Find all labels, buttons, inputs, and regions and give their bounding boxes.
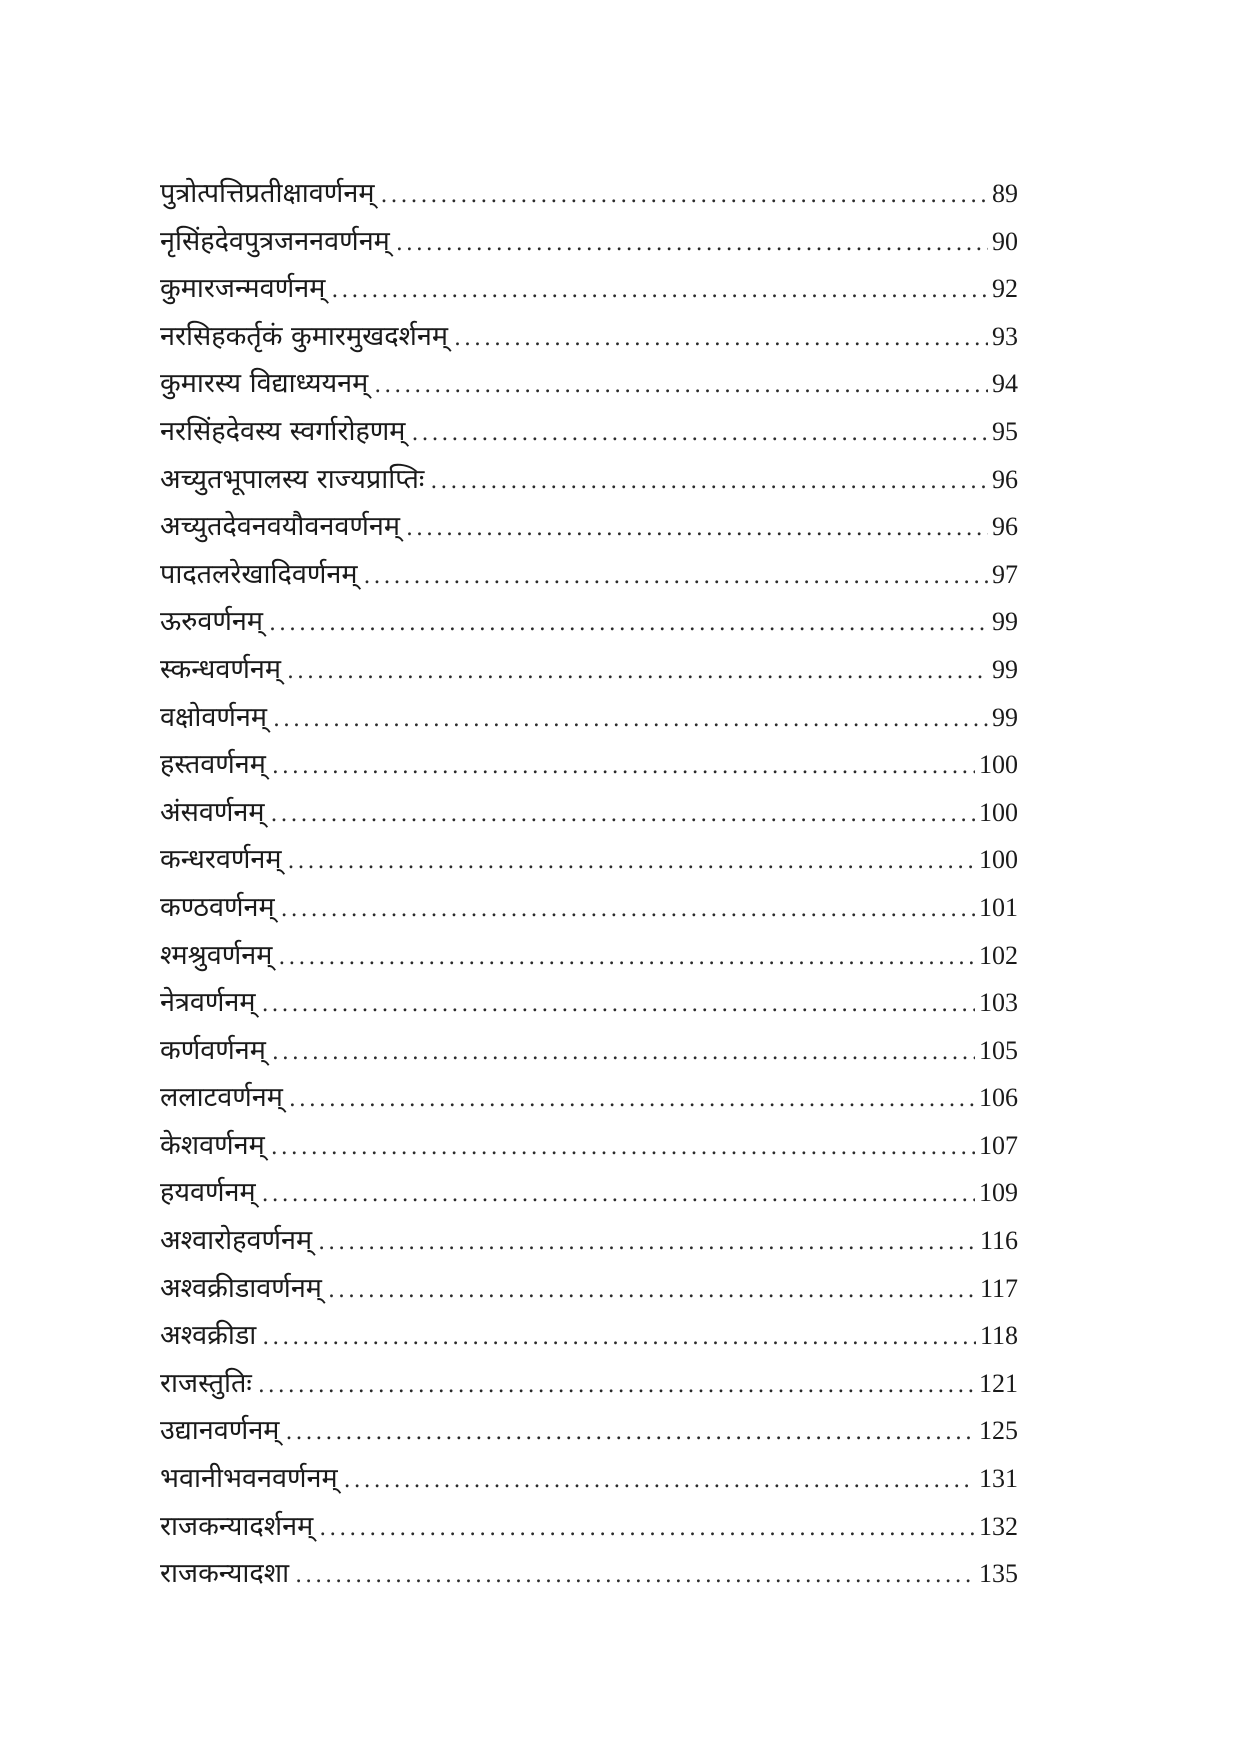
toc-entry xyxy=(160,741,1018,789)
toc-entry-page: 92 xyxy=(992,274,1018,304)
toc-entry-page: 96 xyxy=(992,512,1018,542)
dot-leader xyxy=(380,172,988,220)
toc-entry-title: भवानीभवनवर्णनम् xyxy=(160,1463,338,1495)
toc-entry-title: नरसिहकर्तृकं कुमारमुखदर्शनम् xyxy=(160,320,449,352)
table-of-contents xyxy=(160,170,1018,1598)
toc-entry xyxy=(160,313,1018,361)
toc-entry xyxy=(160,170,1018,218)
dot-leader xyxy=(262,981,975,1029)
toc-entry-title: राजकन्यादशा xyxy=(160,1558,290,1590)
dot-leader xyxy=(363,553,988,601)
toc-entry-page: 95 xyxy=(992,416,1018,446)
toc-entry-title: कुमारस्य विद्याध्ययनम् xyxy=(160,368,369,400)
dot-leader xyxy=(328,1267,976,1315)
toc-entry-title: ललाटवर्णनम् xyxy=(160,1082,283,1114)
toc-entry-title: हस्तवर्णनम् xyxy=(160,749,266,781)
toc-entry xyxy=(160,1360,1018,1408)
dot-leader xyxy=(331,267,988,315)
toc-entry-page: 93 xyxy=(992,321,1018,351)
toc-entry-title: नेत्रवर्णनम् xyxy=(160,987,256,1019)
toc-entry xyxy=(160,1122,1018,1170)
toc-entry-title: हयवर्णनम् xyxy=(160,1177,256,1209)
toc-entry-page: 109 xyxy=(979,1178,1018,1208)
toc-entry-title: अश्वक्रीडावर्णनम् xyxy=(160,1272,322,1304)
dot-leader xyxy=(295,1552,975,1600)
toc-entry xyxy=(160,1312,1018,1360)
dot-leader xyxy=(454,315,988,363)
toc-entry-page: 97 xyxy=(992,559,1018,589)
dot-leader xyxy=(281,886,975,934)
toc-entry-title: अच्युतभूपालस्य राज्यप्राप्तिः xyxy=(160,463,425,495)
toc-entry-page: 94 xyxy=(992,369,1018,399)
dot-leader xyxy=(430,458,988,506)
toc-entry xyxy=(160,979,1018,1027)
toc-entry-page: 100 xyxy=(979,845,1018,875)
toc-entry xyxy=(160,265,1018,313)
dot-leader xyxy=(289,1076,975,1124)
toc-entry xyxy=(160,646,1018,694)
toc-entry-page: 103 xyxy=(979,988,1018,1018)
toc-entry-page: 105 xyxy=(979,1035,1018,1065)
dot-leader xyxy=(272,743,975,791)
toc-entry xyxy=(160,551,1018,599)
toc-entry-page: 107 xyxy=(979,1130,1018,1160)
toc-entry xyxy=(160,1265,1018,1313)
toc-entry-title: स्कन्धवर्णनम् xyxy=(160,653,281,685)
toc-entry-page: 100 xyxy=(979,750,1018,780)
toc-entry xyxy=(160,789,1018,837)
dot-leader xyxy=(288,838,975,886)
toc-entry-page: 89 xyxy=(992,179,1018,208)
toc-entry xyxy=(160,1074,1018,1122)
toc-entry xyxy=(160,1217,1018,1265)
toc-entry xyxy=(160,1455,1018,1503)
dot-leader xyxy=(271,1124,975,1172)
toc-entry xyxy=(160,456,1018,504)
toc-entry-title: नृसिंहदेवपुत्रजननवर्णनम् xyxy=(160,225,390,257)
toc-entry-title: नरसिंहदेवस्य स्वर्गारोहणम् xyxy=(160,415,406,447)
toc-entry-title: अच्युतदेवनवयौवनवर्णनम् xyxy=(160,511,401,543)
dot-leader xyxy=(271,791,975,839)
toc-entry-page: 116 xyxy=(979,1226,1018,1256)
toc-entry xyxy=(160,932,1018,980)
dot-leader xyxy=(406,505,988,553)
toc-entry-page: 96 xyxy=(992,464,1018,494)
toc-entry xyxy=(160,694,1018,742)
toc-entry xyxy=(160,1550,1018,1598)
dot-leader xyxy=(285,1409,975,1457)
toc-entry-page: 99 xyxy=(992,607,1018,637)
dot-leader xyxy=(318,1219,976,1267)
toc-entry xyxy=(160,1503,1018,1551)
toc-entry-title: वक्षोवर्णनम् xyxy=(160,701,268,733)
dot-leader xyxy=(273,696,988,744)
toc-entry-page: 125 xyxy=(979,1416,1018,1446)
toc-entry-title: कर्णवर्णनम् xyxy=(160,1034,266,1066)
toc-entry-title: अश्वक्रीडा xyxy=(160,1320,257,1352)
toc-entry xyxy=(160,598,1018,646)
dot-leader xyxy=(344,1457,975,1505)
toc-entry-title: अश्वारोहवर्णनम् xyxy=(160,1225,313,1257)
toc-entry-title: राजस्तुतिः xyxy=(160,1367,252,1399)
toc-entry-title: पादतलरेखादिवर्णनम् xyxy=(160,558,358,590)
toc-entry-page: 121 xyxy=(979,1368,1018,1398)
toc-entry-page: 100 xyxy=(979,797,1018,827)
dot-leader xyxy=(262,1171,975,1219)
toc-entry-page: 102 xyxy=(979,940,1018,970)
toc-entry xyxy=(160,503,1018,551)
toc-entry xyxy=(160,408,1018,456)
toc-entry-page: 117 xyxy=(979,1273,1018,1303)
toc-entry-page: 135 xyxy=(979,1559,1018,1589)
dot-leader xyxy=(269,600,988,648)
toc-entry-title: पुत्रोत्पत्तिप्रतीक्षावर्णनम् xyxy=(160,178,375,209)
toc-entry-page: 132 xyxy=(979,1511,1018,1541)
toc-entry xyxy=(160,1169,1018,1217)
toc-entry xyxy=(160,1407,1018,1455)
toc-entry-page: 99 xyxy=(992,654,1018,684)
toc-entry-page: 101 xyxy=(979,892,1018,922)
toc-entry xyxy=(160,360,1018,408)
toc-entry-page: 131 xyxy=(979,1464,1018,1494)
dot-leader xyxy=(258,1362,975,1410)
toc-entry-title: कन्धरवर्णनम् xyxy=(160,844,282,876)
dot-leader xyxy=(319,1505,975,1553)
toc-entry-title: राजकन्यादर्शनम् xyxy=(160,1510,314,1542)
toc-entry-title: श्मश्रुवर्णनम् xyxy=(160,939,273,971)
toc-entry xyxy=(160,1027,1018,1075)
dot-leader xyxy=(278,934,975,982)
toc-entry-page: 118 xyxy=(979,1321,1018,1351)
dot-leader xyxy=(262,1314,976,1362)
toc-entry-title: अंसवर्णनम् xyxy=(160,796,265,828)
toc-entry-page: 99 xyxy=(992,702,1018,732)
toc-entry-title: कुमारजन्मवर्णनम् xyxy=(160,273,326,305)
toc-entry-title: ऊरुवर्णनम् xyxy=(160,606,264,638)
toc-entry xyxy=(160,836,1018,884)
toc-entry-page: 106 xyxy=(979,1083,1018,1113)
dot-leader xyxy=(374,362,988,410)
dot-leader xyxy=(411,410,988,458)
toc-entry-page: 90 xyxy=(992,226,1018,256)
toc-entry-title: केशवर्णनम् xyxy=(160,1129,265,1161)
toc-entry-title: उद्यानवर्णनम् xyxy=(160,1415,280,1447)
toc-entry-title: कण्ठवर्णनम् xyxy=(160,891,275,923)
dot-leader xyxy=(287,648,988,696)
toc-entry xyxy=(160,218,1018,266)
dot-leader xyxy=(396,220,988,268)
toc-entry xyxy=(160,884,1018,932)
dot-leader xyxy=(272,1029,975,1077)
